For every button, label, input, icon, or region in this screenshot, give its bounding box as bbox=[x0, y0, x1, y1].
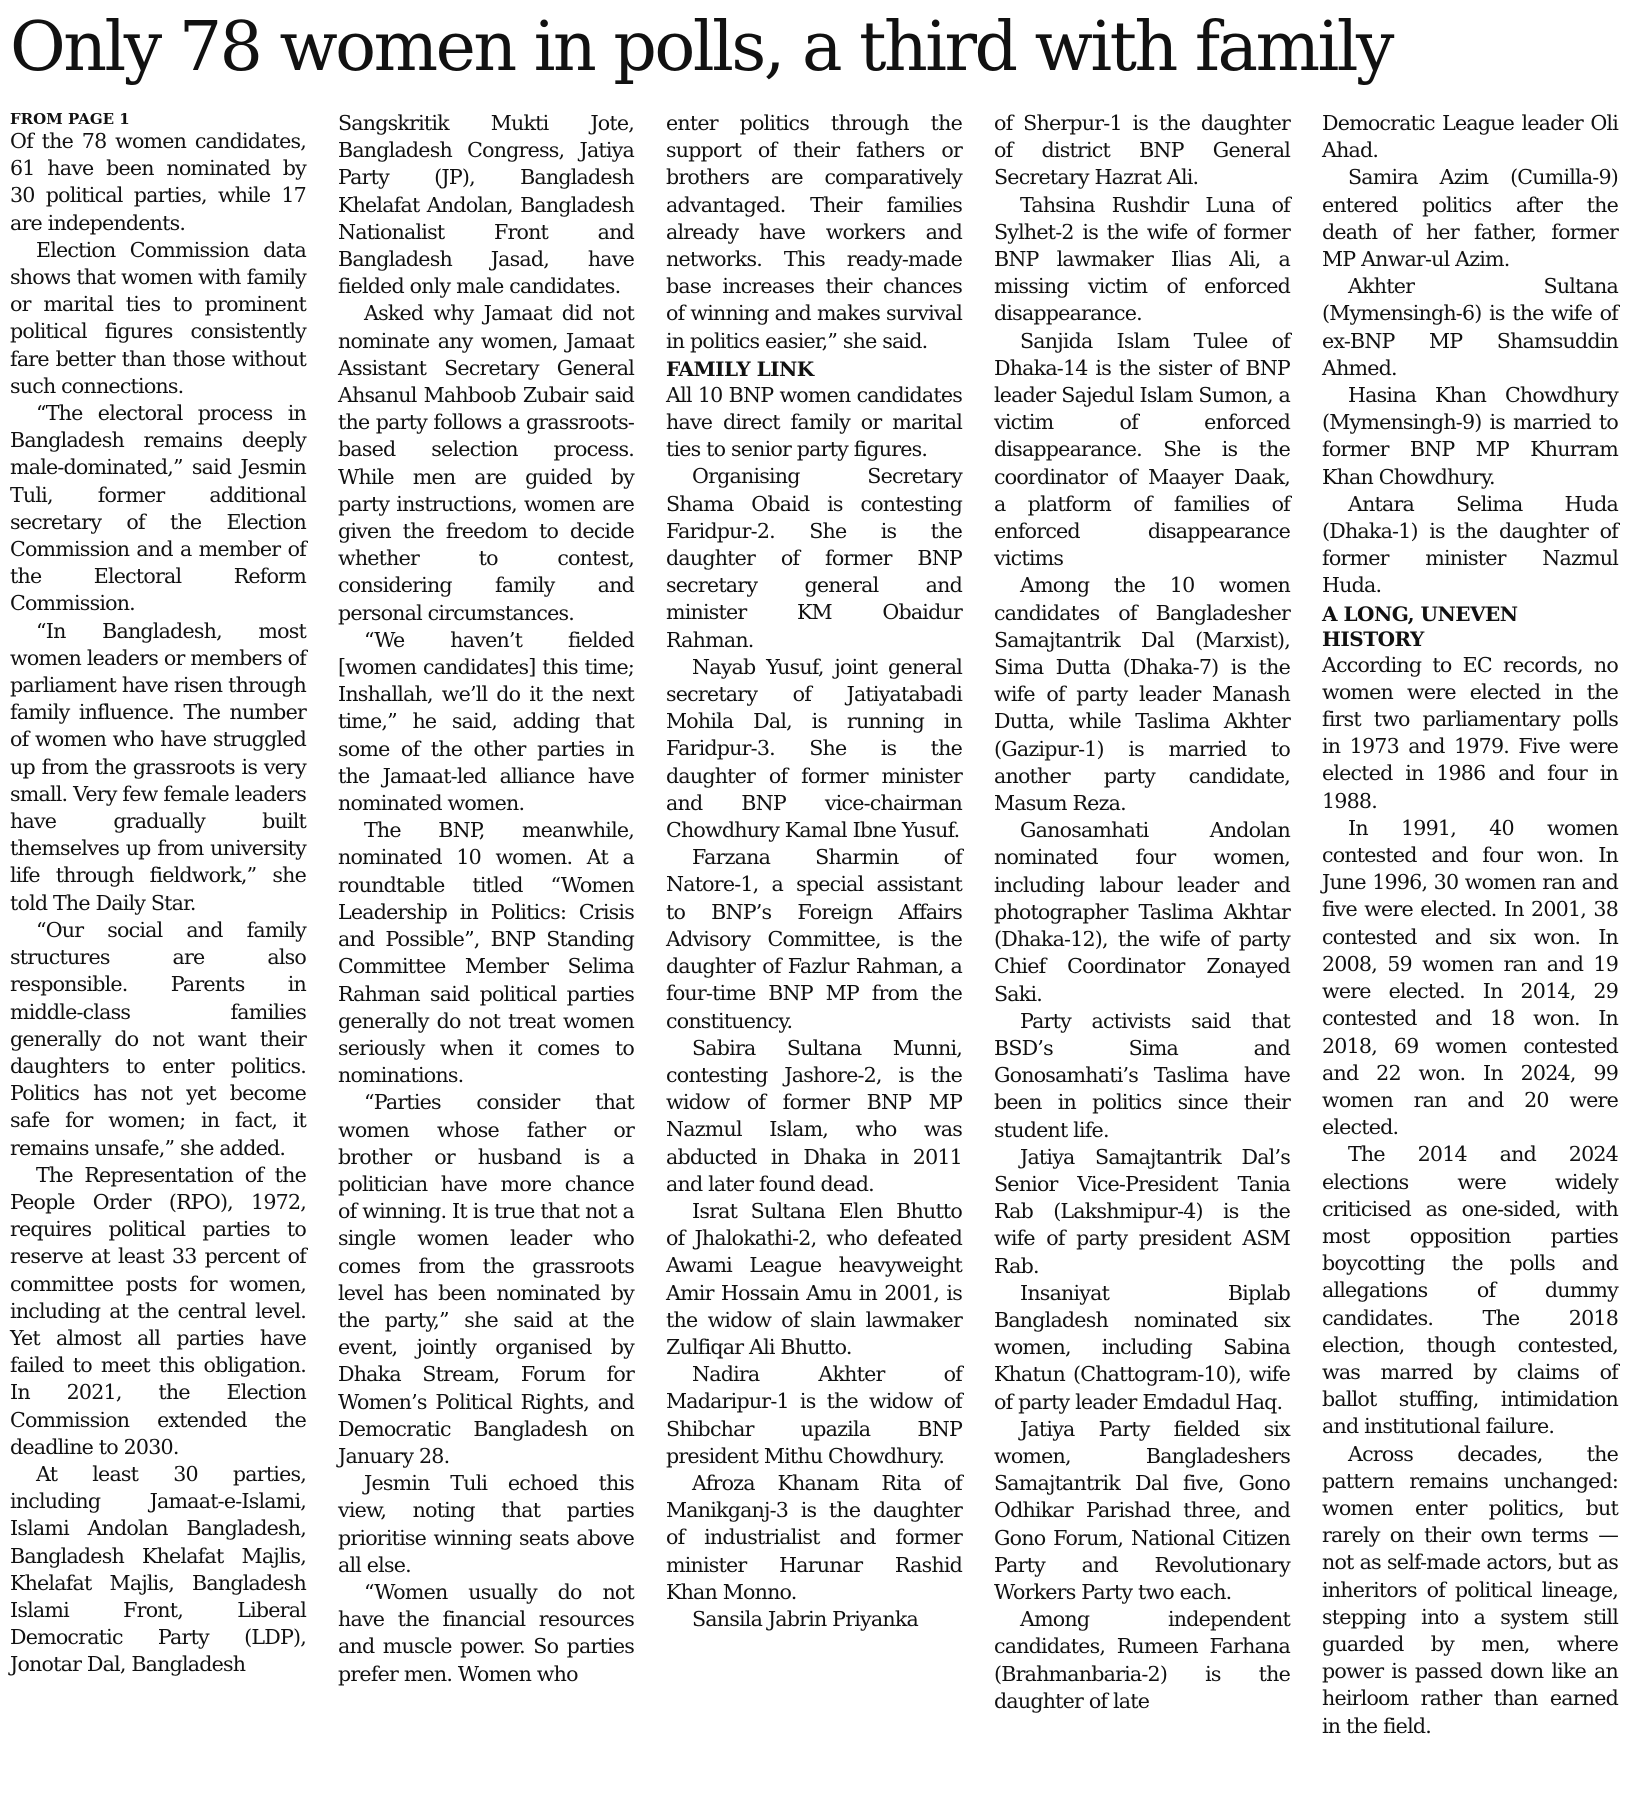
paragraph: The BNP, meanwhile, nominated 10 women. At a roundtable titled “Women Leadership in Politics: Crisis and Possible”, BNP Standing Committee Member Selima Rahman said political parties generally do not treat women seriously when it comes to nominations. bbox=[338, 818, 634, 1088]
paragraph: “The electoral process in Bangladesh remains deeply male-dominated,” said Jesmin Tuli, former additional secretary of the Election Commission and a member of the Electoral Reform Commission. bbox=[10, 401, 306, 616]
paragraph: “In Bangladesh, most women leaders or members of parliament have risen through family influence. The number of women who have struggled up from the grassroots is very small. Very few female leaders have gradually built themselves up from university life through fieldwork,” she told The Daily Star. bbox=[10, 618, 306, 915]
paragraph: Election Commission data shows that women with family or marital ties to prominent political figures consistently fare better than those without such connections. bbox=[10, 237, 306, 398]
paragraph: Israt Sultana Elen Bhutto of Jhalokathi-2, who defeated Awami League heavyweight Amir Hossain Amu in 2001, is the widow of slain lawmaker Zulfiqar Ali Bhutto. bbox=[666, 1198, 962, 1359]
paragraph: Afroza Khanam Rita of Manikganj-3 is the daughter of industrialist and former minister Harunar Rashid Khan Monno. bbox=[666, 1470, 962, 1604]
paragraph: Organising Secretary Shama Obaid is contesting Faridpur-2. She is the daughter of former BNP secretary general and minister KM Obaidur Rahman. bbox=[666, 464, 962, 652]
article-column-1 bbox=[10, 110, 306, 1679]
subhead-family-link: FAMILY LINK bbox=[666, 356, 814, 381]
paragraph: Among the 10 women candidates of Bangladesher Samajtantrik Dal (Marxist), Sima Dutta (Dhaka-7) is the wife of party leader Manash Dutta, while Taslima Akhter (Gazipur-1) is married to another party candidate, Masum Reza. bbox=[994, 573, 1290, 816]
article-column-3 bbox=[666, 110, 962, 1633]
paragraph: Across decades, the pattern remains unchanged: women enter politics, but rarely on their own terms — not as self-made actors, but as inheritors of political lineage, stepping into a system still guarded by men, where power is passed down like an heirloom rather than earned in the field. bbox=[1322, 1441, 1618, 1738]
paragraph: Among independent candidates, Rumeen Farhana (Brahmanbaria-2) is the daughter of late bbox=[994, 1607, 1290, 1713]
kicker-from-page-1: FROM PAGE 1 bbox=[10, 110, 130, 128]
paragraph: Jatiya Party fielded six women, Bangladeshers Samajtantrik Dal five, Gono Odhikar Parishad three, and Gono Forum, National Citizen Party and Revolutionary Workers Party two each. bbox=[994, 1416, 1290, 1604]
paragraph: “Women usually do not have the financial resources and muscle power. So parties prefer men. Women who bbox=[338, 1579, 634, 1686]
article-column-2 bbox=[338, 110, 634, 1688]
paragraph: Samira Azim (Cumilla-9) entered politics after the death of her father, former MP Anwar-ul Azim. bbox=[1322, 165, 1618, 272]
paragraph: Farzana Sharmin of Natore-1, a special assistant to BNP’s Foreign Affairs Advisory Committee, is the daughter of Fazlur Rahman, a four-time BNP MP from the constituency. bbox=[666, 845, 962, 1033]
paragraph: Jatiya Samajtantrik Dal’s Senior Vice-President Tania Rab (Lakshmipur-4) is the wife of party president ASM Rab. bbox=[994, 1144, 1290, 1278]
paragraph: According to EC records, no women were elected in the first two parliamentary polls in 1973 and 1979. Five were elected in 1986 and four in 1988. bbox=[1322, 652, 1618, 813]
paragraph: of Sherpur-1 is the daughter of district BNP General Secretary Hazrat Ali. bbox=[994, 111, 1290, 190]
paragraph: The 2014 and 2024 elections were widely criticised as one-sided, with most opposition parties boycotting the polls and allegations of dummy candidates. The 2018 election, though contested, was marred by claims of ballot stuffing, intimidation and institutional failure. bbox=[1322, 1142, 1618, 1439]
paragraph: “We haven’t fielded [women candidates] this time; Inshallah, we’ll do it the next time,” he said, adding that some of the other parties in the Jamaat-led alliance have nominated women. bbox=[338, 627, 634, 816]
paragraph: The Representation of the People Order (RPO), 1972, requires political parties to reserve at least 33 percent of committee posts for women, including at the central level. Yet almost all parties have failed to meet this obligation. In 2021, the Election Commission extended the deadline to 2030. bbox=[10, 1162, 306, 1459]
paragraph: In 1991, 40 women contested and four won. In June 1996, 30 women ran and five were elected. In 2001, 38 contested and six won. In 2008, 59 women ran and 19 were elected. In 2014, 29 contested and 18 won. In 2018, 69 women contested and 22 won. In 2024, 99 women ran and 20 were elected. bbox=[1322, 815, 1618, 1140]
paragraph: Sabira Sultana Munni, contesting Jashore-2, is the widow of former BNP MP Nazmul Islam, who was abducted in Dhaka in 2011 and later found dead. bbox=[666, 1035, 962, 1196]
paragraph: Sanjida Islam Tulee of Dhaka-14 is the sister of BNP leader Sajedul Islam Sumon, a victim of enforced disappearance. She is the coordinator of Maayer Daak, a platform of families of enforced disappearance victims bbox=[994, 328, 1290, 571]
paragraph: Nadira Akhter of Madaripur-1 is the widow of Shibchar upazila BNP president Mithu Chowdhury. bbox=[666, 1362, 962, 1468]
paragraph: Akhter Sultana (Mymensingh-6) is the wife of ex-BNP MP Shamsuddin Ahmed. bbox=[1322, 274, 1618, 380]
headline: Only 78 women in polls, a third with family bbox=[10, 8, 1392, 87]
paragraph: Nayab Yusuf, joint general secretary of Jatiyatabadi Mohila Dal, is running in Faridpur-3. She is the daughter of former minister and BNP vice-chairman Chowdhury Kamal Ibne Yusuf. bbox=[666, 654, 962, 843]
paragraph: Tahsina Rushdir Luna of Sylhet-2 is the wife of former BNP lawmaker Ilias Ali, a missing victim of enforced disappearance. bbox=[994, 192, 1290, 326]
paragraph: Sansila Jabrin Priyanka bbox=[692, 1606, 918, 1631]
paragraph: Hasina Khan Chowdhury (Mymensingh-9) is married to former BNP MP Khurram Khan Chowdhury. bbox=[1322, 383, 1618, 489]
subhead-history: A LONG, UNEVEN HISTORY bbox=[1322, 601, 1518, 651]
paragraph: Sangskritik Mukti Jote, Bangladesh Congress, Jatiya Party (JP), Bangladesh Khelafat Andolan, Bangladesh Nationalist Front and Bangladesh Jasad, have fielded only male candidates. bbox=[338, 111, 634, 299]
paragraph: “Parties consider that women whose father or brother or husband is a politician have more chance of winning. It is true that not a single women leader who comes from the grassroots level has been nominated by the party,” she said at the event, jointly organised by Dhaka Stream, Forum for Women’s Political Rights, and Democratic Bangladesh on January 28. bbox=[338, 1090, 634, 1468]
paragraph: enter politics through the support of their fathers or brothers are comparatively advantaged. Their families already have workers and networks. This ready-made base increases their chances of winning and makes survival in politics easier,” she said. bbox=[666, 111, 962, 353]
paragraph: Asked why Jamaat did not nominate any women, Jamaat Assistant Secretary General Ahsanul Mahboob Zubair said the party follows a grassroots-based selection process. While men are guided by party instructions, women are given the freedom to decide whether to contest, considering family and personal circumstances. bbox=[338, 301, 634, 625]
article-column-4 bbox=[994, 110, 1290, 1715]
paragraph: At least 30 parties, including Jamaat-e-Islami, Islami Andolan Bangladesh, Bangladesh Khelafat Majlis, Khelafat Majlis, Bangladesh Islami Front, Liberal Democratic Party (LDP), Jonotar Dal, Bangladesh bbox=[10, 1461, 306, 1677]
article-column-5 bbox=[1322, 110, 1618, 1740]
paragraph: Antara Selima Huda (Dhaka-1) is the daughter of former minister Nazmul Huda. bbox=[1322, 491, 1618, 598]
paragraph: All 10 BNP women candidates have direct family or marital ties to senior party figures. bbox=[666, 382, 962, 462]
paragraph: Jesmin Tuli echoed this view, noting that parties prioritise winning seats above all else. bbox=[338, 1471, 634, 1577]
paragraph: Democratic League leader Oli Ahad. bbox=[1322, 111, 1618, 163]
paragraph: Ganosamhati Andolan nominated four women, including labour leader and photographer Taslima Akhtar (Dhaka-12), the wife of party Chief Coordinator Zonayed Saki. bbox=[994, 818, 1290, 1006]
paragraph: Insaniyat Biplab Bangladesh nominated six women, including Sabina Khatun (Chattogram-10), wife of party leader Emdadul Haq. bbox=[994, 1280, 1290, 1414]
paragraph: “Our social and family structures are also responsible. Parents in middle-class families generally do not want their daughters to enter politics. Politics has not yet become safe for women; in fact, it remains unsafe,” she added. bbox=[10, 917, 306, 1160]
paragraph: Of the 78 women candidates, 61 have been nominated by 30 political parties, while 17 are independents. bbox=[10, 129, 306, 235]
paragraph: Party activists said that BSD’s Sima and Gonosamhati’s Taslima have been in politics since their student life. bbox=[994, 1008, 1290, 1142]
